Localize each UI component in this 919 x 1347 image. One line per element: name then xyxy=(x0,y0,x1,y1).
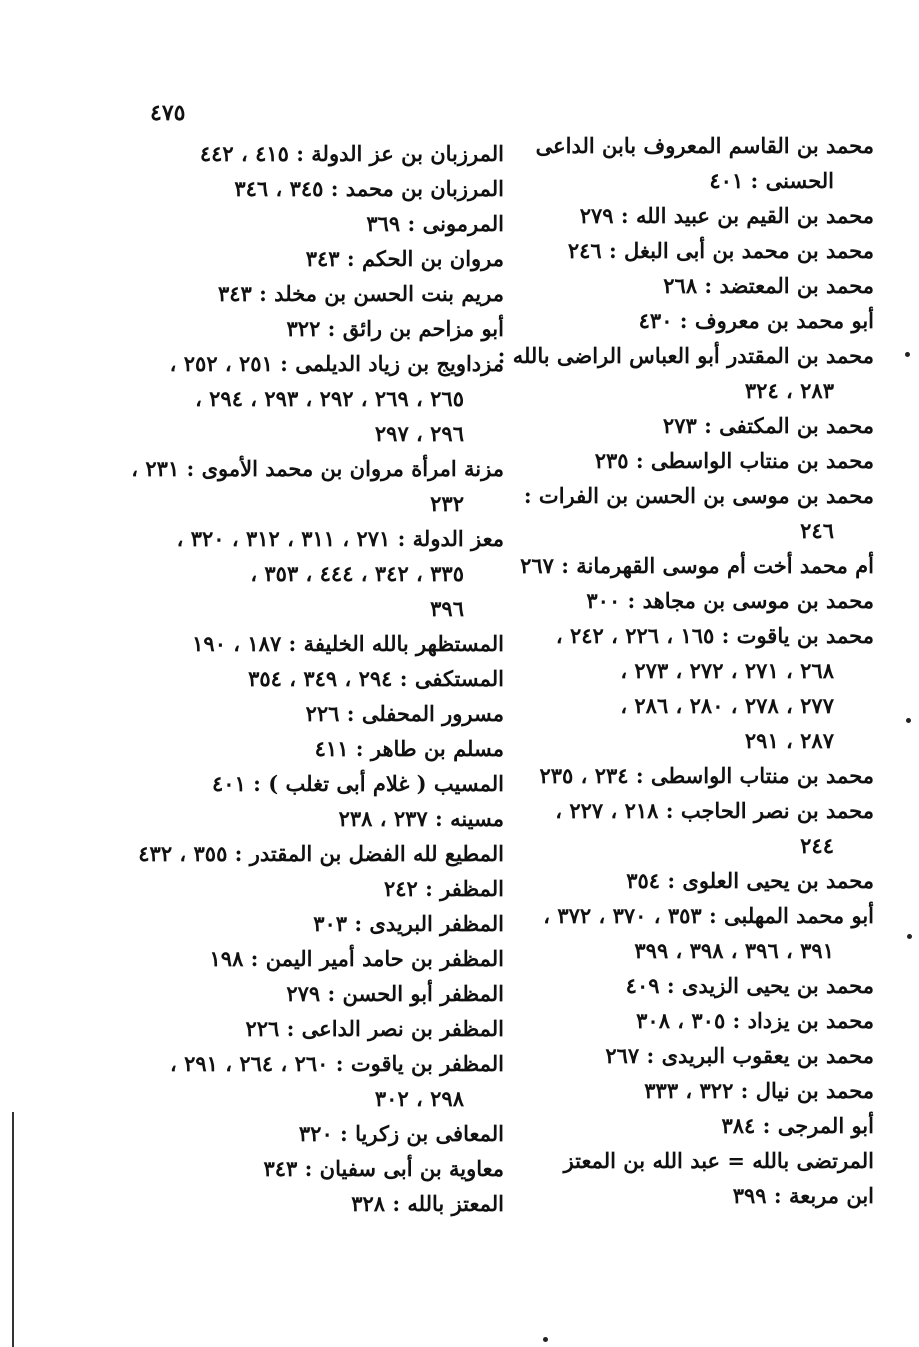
index-entry: المظفر : ٢٤٢ xyxy=(383,876,504,901)
index-entry: أم محمد أخت أم موسى القهرمانة : ٢٦٧ xyxy=(520,553,874,578)
index-entry: محمد بن يحيى الزيدى : ٤٠٩ xyxy=(625,973,874,998)
index-entry: المعتز بالله : ٣٢٨ xyxy=(351,1191,504,1216)
margin-dot xyxy=(905,352,910,357)
index-entry-continuation: ٢٨٣ ، ٣٢٤ xyxy=(744,378,834,403)
index-entry: مسينه : ٢٣٧ ، ٢٣٨ xyxy=(338,806,504,831)
index-entry: المظفر البريدى : ٣٠٣ xyxy=(313,911,504,936)
index-entry: ابن مربعة : ٣٩٩ xyxy=(732,1183,874,1208)
index-entry: معز الدولة : ٢٧١ ، ٣١١ ، ٣١٢ ، ٣٢٠ ، xyxy=(176,526,504,551)
index-entry: المظفر أبو الحسن : ٢٧٩ xyxy=(286,981,504,1006)
index-entry-continuation: ٢٣٢ xyxy=(430,491,464,516)
index-entry-continuation: ٢٦٥ ، ٢٦٩ ، ٢٩٢ ، ٢٩٣ ، ٢٩٤ ، xyxy=(195,386,464,411)
index-column-left xyxy=(131,136,504,1221)
index-entry: المعافى بن زكريا : ٣٢٠ xyxy=(298,1121,504,1146)
index-column-right xyxy=(497,128,874,1213)
index-entry-continuation: ٢٤٤ xyxy=(800,833,834,858)
index-entry: المستكفى : ٢٩٤ ، ٣٤٩ ، ٣٥٤ xyxy=(248,666,504,691)
margin-rule xyxy=(12,1112,14,1347)
index-entry: المرمونى : ٣٦٩ xyxy=(366,211,504,236)
index-entry: محمد بن يزداد : ٣٠٥ ، ٣٠٨ xyxy=(636,1008,874,1033)
index-entry: مسلم بن طاهر : ٤١١ xyxy=(314,736,504,761)
index-entry: أبو محمد المهلبى : ٣٥٣ ، ٣٧٠ ، ٣٧٢ ، xyxy=(543,903,874,928)
index-entry: مريم بنت الحسن بن مخلد : ٣٤٣ xyxy=(217,281,504,306)
index-entry: محمد بن القاسم المعروف بابن الداعى xyxy=(535,133,874,158)
page-number: ٤٧٥ xyxy=(150,100,186,126)
index-entry: محمد بن نصر الحاجب : ٢١٨ ، ٢٢٧ ، xyxy=(555,798,874,823)
index-entry: محمد بن يعقوب البريدى : ٢٦٧ xyxy=(605,1043,874,1068)
index-entry-continuation: ٢٨٧ ، ٢٩١ xyxy=(744,728,834,753)
index-entry-continuation: ٣٩١ ، ٣٩٦ ، ٣٩٨ ، ٣٩٩ xyxy=(634,938,834,963)
index-entry: محمد بن ياقوت : ١٦٥ ، ٢٢٦ ، ٢٤٢ ، xyxy=(555,623,874,648)
index-entry: محمد بن المعتضد : ٢٦٨ xyxy=(663,273,874,298)
index-entry: مروان بن الحكم : ٣٤٣ xyxy=(305,246,504,271)
index-entry: محمد بن منتاب الواسطى : ٢٣٥ xyxy=(594,448,874,473)
index-entry: أبو محمد بن معروف : ٤٣٠ xyxy=(638,308,874,333)
index-entry-continuation: ٣٩٦ xyxy=(430,596,464,621)
index-entry: محمد بن موسى بن الحسن بن الفرات : xyxy=(523,483,874,508)
index-entry: محمد بن يحيى العلوى : ٣٥٤ xyxy=(626,868,874,893)
index-entry-continuation: ٢٩٦ ، ٢٩٧ xyxy=(374,421,464,446)
index-entry: محمد بن القيم بن عبيد الله : ٢٧٩ xyxy=(579,203,874,228)
index-entry: أبو مزاحم بن رائق : ٣٢٢ xyxy=(286,316,504,341)
index-entry-continuation: ٢٦٨ ، ٢٧١ ، ٢٧٢ ، ٢٧٣ ، xyxy=(620,658,834,683)
index-entry: المطيع لله الفضل بن المقتدر : ٣٥٥ ، ٤٣٢ xyxy=(138,841,504,866)
index-entry: معاوية بن أبى سفيان : ٣٤٣ xyxy=(263,1156,504,1181)
index-entry: محمد بن نيال : ٣٢٢ ، ٣٣٣ xyxy=(644,1078,874,1103)
index-entry: المظفر بن حامد أمير اليمن : ١٩٨ xyxy=(209,946,504,971)
index-entry-continuation: ٢٩٨ ، ٣٠٢ xyxy=(374,1086,464,1111)
index-entry: المسيب ( غلام أبى تغلب ) : ٤٠١ xyxy=(212,771,504,796)
index-entry: مزداويج بن زياد الديلمى : ٢٥١ ، ٢٥٢ ، xyxy=(169,351,504,376)
index-entry: المظفر بن ياقوت : ٢٦٠ ، ٢٦٤ ، ٢٩١ ، xyxy=(170,1051,504,1076)
index-entry: محمد بن المقتدر أبو العباس الراضى بالله : xyxy=(497,343,874,368)
index-entry: المرزبان بن عز الدولة : ٤١٥ ، ٤٤٢ xyxy=(199,141,504,166)
index-entry: المظفر بن نصر الداعى : ٢٢٦ xyxy=(245,1016,504,1041)
margin-dot xyxy=(906,718,911,723)
index-entry: محمد بن موسى بن مجاهد : ٣٠٠ xyxy=(586,588,874,613)
index-entry: مزنة امرأة مروان بن محمد الأموى : ٢٣١ ، xyxy=(131,456,504,481)
index-entry-continuation: ٣٣٥ ، ٣٤٢ ، ٤٤٤ ، ٣٥٣ ، xyxy=(250,561,464,586)
index-entry-continuation: ٢٤٦ xyxy=(800,518,834,543)
index-entry: محمد بن منتاب الواسطى : ٢٣٤ ، ٢٣٥ xyxy=(539,763,874,788)
index-entry: المستظهر بالله الخليفة : ١٨٧ ، ١٩٠ xyxy=(192,631,504,656)
index-entry: محمد بن المكتفى : ٢٧٣ xyxy=(662,413,874,438)
margin-dot xyxy=(907,934,912,939)
index-entry: محمد بن محمد بن أبى البغل : ٢٤٦ xyxy=(567,238,874,263)
index-entry: أبو المرجى : ٣٨٤ xyxy=(721,1113,874,1138)
index-entry: المرزبان بن محمد : ٣٤٥ ، ٣٤٦ xyxy=(234,176,504,201)
margin-dot xyxy=(543,1337,548,1342)
index-entry: المرتضى بالله = عبد الله بن المعتز xyxy=(563,1148,874,1173)
index-entry: مسرور المحفلى : ٢٢٦ xyxy=(305,701,504,726)
index-entry-continuation: الحسنى : ٤٠١ xyxy=(709,168,834,193)
index-entry-continuation: ٢٧٧ ، ٢٧٨ ، ٢٨٠ ، ٢٨٦ ، xyxy=(620,693,834,718)
